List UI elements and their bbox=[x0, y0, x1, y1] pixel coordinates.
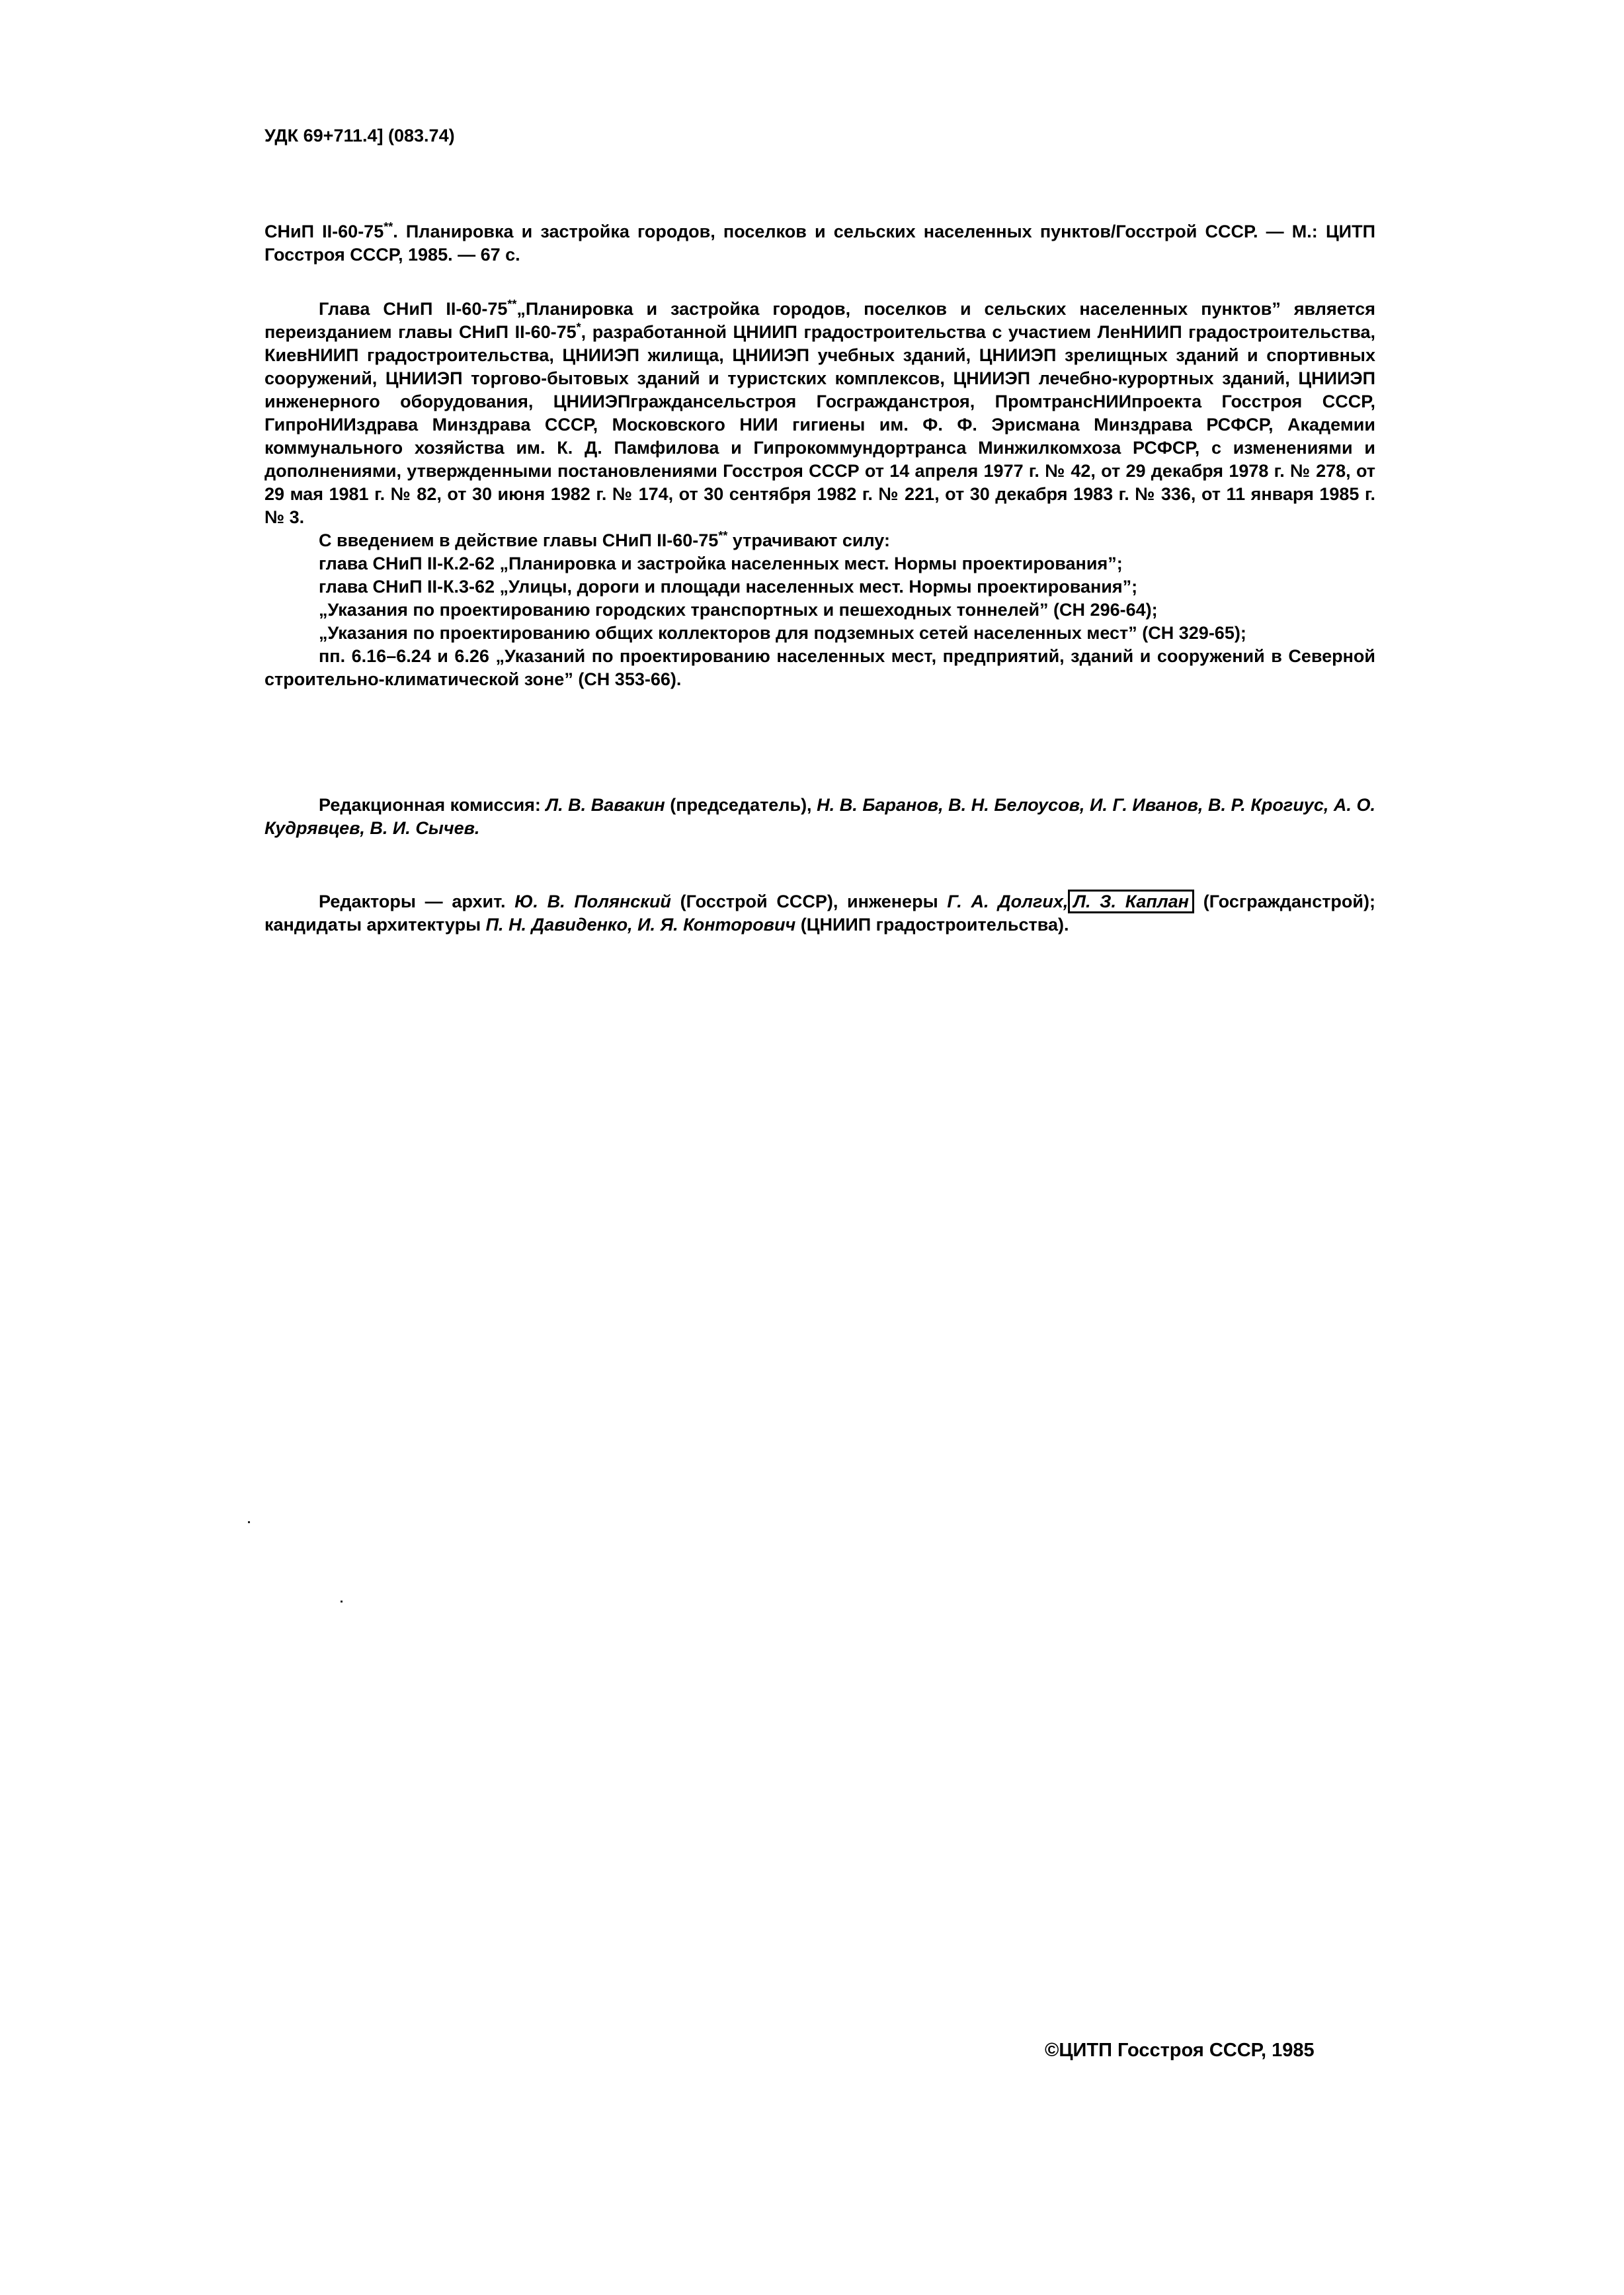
repealed-item-4: „Указания по проектированию общих коллекторов для подземных сетей населенных мест” (СН 329-65); bbox=[319, 623, 1246, 643]
annotation-lead-mark: ** bbox=[507, 298, 517, 311]
annotation-text-2: , разработанной ЦНИИП градостроительства с участием ЛенНИИП градостроительства, КиевНИИП градостроительства, ЦНИИЭП жилища, ЦНИИЭП учебных зданий, ЦНИИЭП зрелищных зданий и спортивных сооружений, ЦНИИЭП торгово-бытовых зданий и туристских комплексов, ЦНИИЭП лечебно-курортных зданий, ЦНИИЭП инженерного оборудования, ЦНИИЭПграждансельстроя Госгражданстроя, ПромтрансНИИпроекта Госстроя СССР, ГипроНИИздрава Минздрава СССР, Московского НИИ гигиены им. Ф. Ф. Эрисмана Минздрава РСФСР, Академии коммунального хозяйства им. К. Д. Памфилова и Гипрокоммундортранса Минжилкомхоза РСФСР, с изменениями и дополнениями, утвержденными постановлениями Госстроя СССР от 14 апреля 1977 г. № 42, от 29 декабря 1978 г. № 278, от 29 мая 1981 г. № 82, от 30 июня 1982 г. № 174, от 30 сентября 1982 г. № 221, от 30 декабря 1983 г. № 336, от 11 января 1985 г. № 3. bbox=[264, 322, 1375, 527]
editorial-committee bbox=[264, 794, 1375, 840]
committee-chair: Л. В. Вавакин bbox=[546, 795, 665, 815]
repeal-intro-mark: ** bbox=[718, 529, 728, 542]
committee-label: Редакционная комиссия: bbox=[319, 795, 546, 815]
editor-1-org: (Госстрой СССР), инженеры bbox=[670, 892, 948, 911]
editors-label: Редакторы — архит. bbox=[319, 892, 515, 911]
copyright-notice: ©ЦИТП Госстроя СССР, 1985 bbox=[1045, 2040, 1315, 2061]
editor-2: Г. А. Долгих, bbox=[947, 892, 1069, 911]
editor-3-boxed: Л. З. Каплан bbox=[1068, 890, 1194, 913]
annotation-lead: Глава СНиП II-60-75 bbox=[319, 299, 508, 319]
repeal-intro bbox=[264, 529, 1375, 552]
udk-code: УДК 69+711.4] (083.74) bbox=[264, 126, 455, 146]
annotation-paragraph bbox=[264, 298, 1375, 529]
repeal-intro-end: утрачивают силу: bbox=[727, 530, 890, 550]
repealed-item-1: глава СНиП II-К.2-62 „Планировка и застройка населенных мест. Нормы проектирования”; bbox=[319, 554, 1123, 573]
editors-4-5-org: (ЦНИИП градостроительства). bbox=[795, 915, 1069, 935]
committee-members: Н. В. Баранов, В. Н. Белоусов, И. Г. Иванов, В. Р. Крогиус, А. О. Кудрявцев, В. И. Сычев. bbox=[264, 795, 1376, 838]
editor-3-org: (Госгражданстрой); кандидаты архитектуры bbox=[264, 892, 1375, 935]
committee-chair-role: (председатель), bbox=[665, 795, 817, 815]
annotation bbox=[264, 298, 1375, 691]
citation-code-mark: ** bbox=[384, 220, 393, 233]
bibliographic-citation bbox=[264, 220, 1375, 267]
repealed-item-2: глава СНиП II-К.3-62 „Улицы, дороги и площади населенных мест. Нормы проектирования”; bbox=[319, 577, 1138, 597]
citation-text: . Планировка и застройка городов, поселков и сельских населенных пунктов/Госстрой СССР. — М.: ЦИТП Госстроя СССР, 1985. — 67 с. bbox=[264, 222, 1375, 265]
annotation-lead-mark-2: * bbox=[576, 321, 581, 334]
scan-speck bbox=[341, 1601, 343, 1603]
repealed-item-5: пп. 6.16–6.24 и 6.26 „Указаний по проектированию населенных мест, предприятий, зданий и сооружений в Северной строительно-климатической зоне” (СН 353-66). bbox=[264, 646, 1375, 689]
annotation-text-1: „Планировка и застройка городов, поселков и сельских населенных пунктов” является переизданием главы СНиП II-60-75 bbox=[264, 299, 1375, 342]
citation-code: СНиП II-60-75 bbox=[264, 222, 384, 241]
scan-speck bbox=[248, 1521, 250, 1523]
repeal-intro-text: С введением в действие главы СНиП II-60-75 bbox=[319, 530, 719, 550]
editors-4-5: П. Н. Давиденко, И. Я. Конторович bbox=[485, 915, 796, 935]
editor-1: Ю. В. Полянский bbox=[514, 892, 671, 911]
editors bbox=[264, 890, 1375, 937]
repealed-item-3: „Указания по проектированию городских транспортных и пешеходных тоннелей” (СН 296-64); bbox=[319, 600, 1158, 620]
